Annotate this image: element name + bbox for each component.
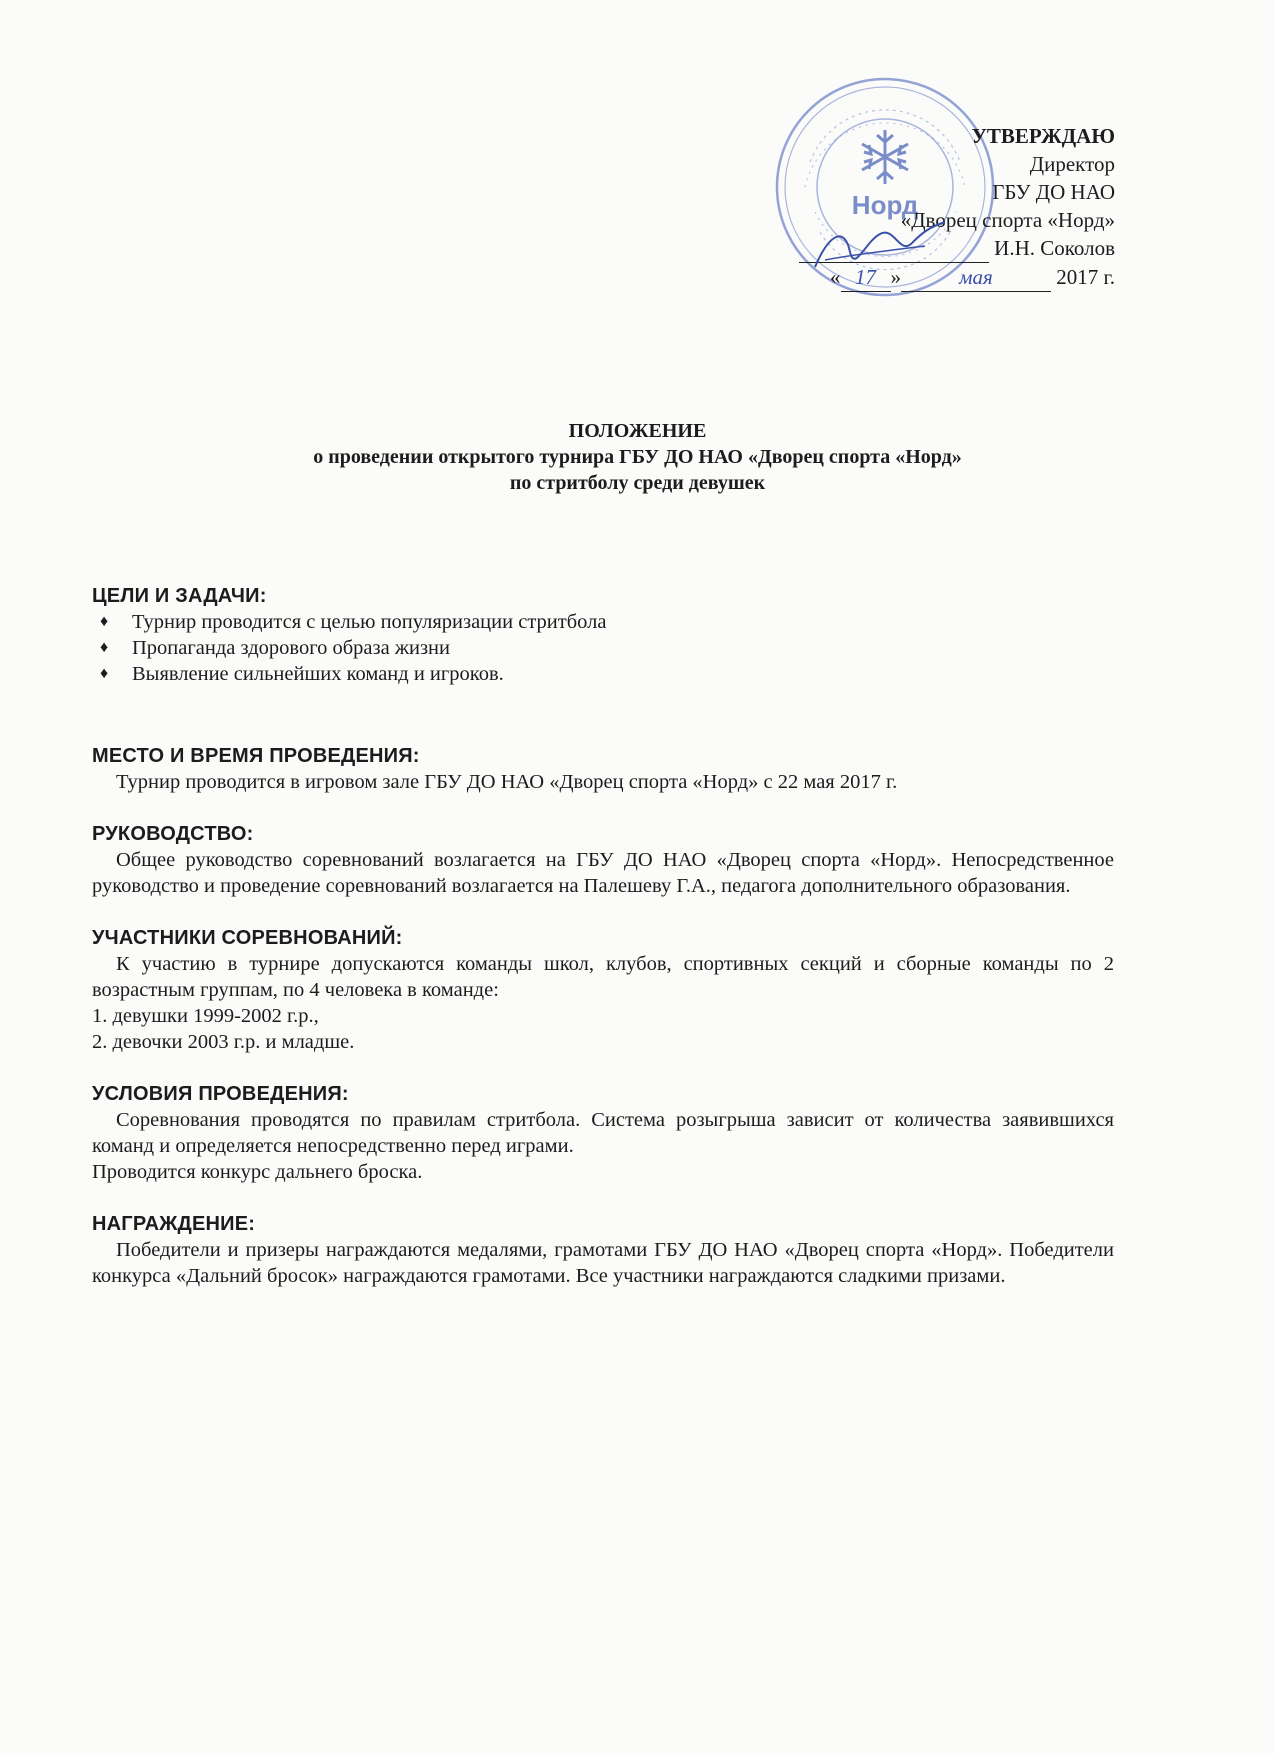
approval-signatory: И.Н. Соколов: [994, 236, 1115, 260]
title-line-1: ПОЛОЖЕНИЕ: [568, 420, 707, 442]
date-year: 2017 г.: [1056, 265, 1115, 289]
list-item: [100, 609, 1114, 635]
date-month: мая: [901, 263, 1051, 292]
awards-text: Победители и призеры награждаются медалями, грамотами ГБУ ДО НАО «Дворец спорта «Норд». Победители конкурса «Дальний бросок» награждаются грамотами. Все участники награждаются сладкими призами.: [92, 1239, 1114, 1287]
participants-group-1: 1. девушки 1999-2002 г.р.,: [92, 1005, 319, 1027]
goal-text: Выявление сильнейших команд и игроков.: [132, 663, 504, 685]
diamond-bullet-icon: ♦: [100, 665, 109, 682]
diamond-bullet-icon: ♦: [100, 639, 109, 656]
approval-heading: УТВЕРЖДАЮ: [971, 124, 1115, 148]
participants-group-2: 2. девочки 2003 г.р. и младше.: [92, 1031, 355, 1053]
approval-org: ГБУ ДО НАО: [992, 180, 1115, 204]
participants-text: К участию в турнире допускаются команды школ, клубов, спортивных секций и сборные команды по 2 возрастным группам, по 4 человека в команде:: [92, 953, 1114, 1001]
title-line-3: по стритболу среди девушек: [509, 472, 766, 494]
date-day: 17: [841, 263, 891, 292]
goal-text: Пропаганда здорового образа жизни: [132, 637, 451, 659]
document-body: [92, 583, 1114, 1289]
place-heading: МЕСТО И ВРЕМЯ ПРОВЕДЕНИЯ:: [92, 745, 420, 767]
conditions-heading: УСЛОВИЯ ПРОВЕДЕНИЯ:: [92, 1083, 349, 1105]
list-item: [100, 661, 1114, 687]
document-title: [0, 418, 1275, 496]
list-item: [100, 635, 1114, 661]
stamp-center-text: Норд: [851, 190, 919, 220]
management-text: Общее руководство соревнований возлагается на ГБУ ДО НАО «Дворец спорта «Норд». Непосредственное руководство и проведение соревнований возлагается на Палешеву Г.А., педагога дополнительного образования.: [92, 849, 1114, 897]
date-close-quote: »: [890, 265, 901, 289]
signature-mark: [805, 212, 955, 282]
diamond-bullet-icon: ♦: [100, 613, 109, 630]
approval-position: Директор: [1029, 152, 1115, 176]
goal-text: Турнир проводится с целью популяризации стритбола: [132, 611, 607, 633]
place-text: Турнир проводится в игровом зале ГБУ ДО НАО «Дворец спорта «Норд» с 22 мая 2017 г.: [116, 771, 898, 793]
title-line-2: о проведении открытого турнира ГБУ ДО НАО «Дворец спорта «Норд»: [313, 446, 962, 468]
conditions-extra: Проводится конкурс дальнего броска.: [92, 1161, 423, 1183]
conditions-text: Соревнования проводятся по правилам стритбола. Система розыгрыша зависит от количества заявившихся команд и определяется непосредственно перед играми.: [92, 1109, 1114, 1157]
participants-heading: УЧАСТНИКИ СОРЕВНОВАНИЙ:: [92, 927, 403, 949]
goals-list: [92, 609, 1114, 687]
awards-heading: НАГРАЖДЕНИЕ:: [92, 1213, 256, 1235]
goals-heading: ЦЕЛИ И ЗАДАЧИ:: [92, 585, 267, 607]
management-heading: РУКОВОДСТВО:: [92, 823, 254, 845]
date-open-quote: «: [830, 265, 841, 289]
approval-org-name: «Дворец спорта «Норд»: [900, 208, 1115, 232]
